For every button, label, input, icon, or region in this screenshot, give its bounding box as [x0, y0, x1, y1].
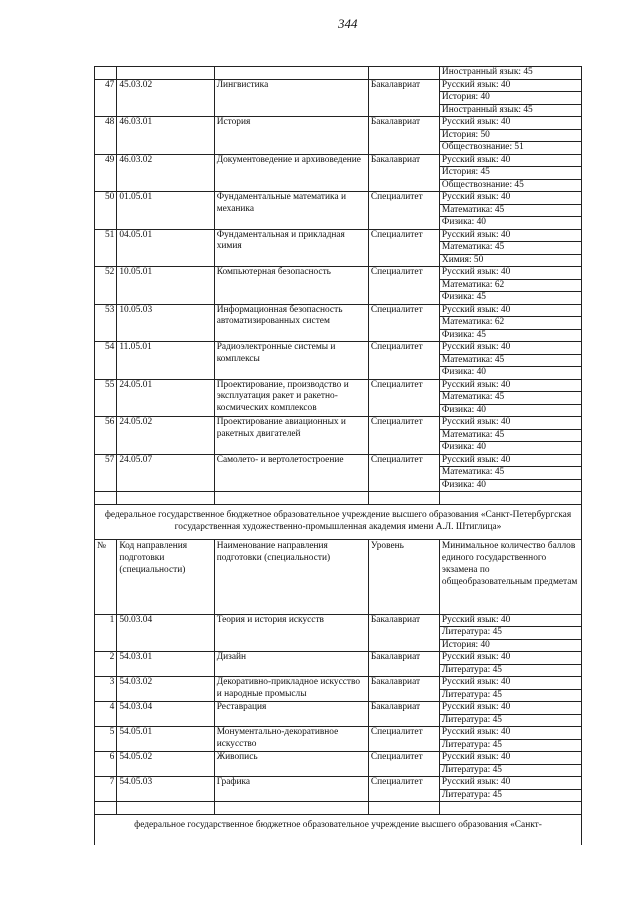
cell-name: Живопись	[214, 752, 368, 777]
cell-code: 54.05.01	[117, 727, 214, 752]
cell-num: 4	[95, 702, 117, 727]
cell-name: Проектирование авиационных и ракетных двигателей	[214, 417, 368, 455]
table-row	[95, 229, 582, 242]
cell-requirement: Физика: 40	[439, 367, 581, 380]
cell-requirement: История: 45	[439, 167, 581, 180]
cell-requirement: Русский язык: 40	[439, 154, 581, 167]
cell-level: Бакалавриат	[368, 652, 439, 677]
cell-num: 2	[95, 652, 117, 677]
cell-name: Монументально-декоративное искусство	[214, 727, 368, 752]
table-row	[95, 79, 582, 92]
cell-requirement: Физика: 40	[439, 442, 581, 455]
cell-num: 56	[95, 417, 117, 455]
cell-code: 54.05.03	[117, 777, 214, 802]
table-header-row	[95, 539, 582, 614]
cell-name: Проектирование, производство и эксплуатация ракет и ракетно-космических комплексов	[214, 379, 368, 417]
cell-requirement: История: 40	[439, 639, 581, 652]
cell-requirement: Русский язык: 40	[439, 342, 581, 355]
cell-requirement: Литература: 45	[439, 627, 581, 640]
table-row	[95, 652, 582, 665]
cell-name: Информационная безопасность автоматизированных систем	[214, 304, 368, 342]
cell-requirement: Русский язык: 40	[439, 777, 581, 790]
cell-level: Бакалавриат	[368, 702, 439, 727]
cell-requirement: Физика: 45	[439, 329, 581, 342]
cell-requirement: Русский язык: 40	[439, 79, 581, 92]
cell-name: Декоративно-прикладное искусство и народные промыслы	[214, 677, 368, 702]
cell-num: 5	[95, 727, 117, 752]
table-row	[95, 752, 582, 765]
cell-num: 6	[95, 752, 117, 777]
cell-num: 54	[95, 342, 117, 380]
cell-num: 3	[95, 677, 117, 702]
cell-requirement: Русский язык: 40	[439, 417, 581, 430]
cell-num: 7	[95, 777, 117, 802]
cell-level: Специалитет	[368, 342, 439, 380]
cell-requirement: Математика: 45	[439, 429, 581, 442]
cell-code: 45.03.02	[117, 79, 214, 117]
cell-empty	[95, 492, 117, 505]
table-row	[95, 702, 582, 715]
cell-requirement: Русский язык: 40	[439, 702, 581, 715]
cell-code: 54.03.02	[117, 677, 214, 702]
cell-num: 47	[95, 79, 117, 117]
cell-requirement: Русский язык: 40	[439, 229, 581, 242]
cell-requirement: Литература: 45	[439, 689, 581, 702]
cell-level: Специалитет	[368, 727, 439, 752]
cell-requirement: Русский язык: 40	[439, 117, 581, 130]
cell-name: Документоведение и архивоведение	[214, 154, 368, 192]
cell-level: Специалитет	[368, 417, 439, 455]
cell-level: Специалитет	[368, 267, 439, 305]
cell-num: 51	[95, 229, 117, 267]
cell-code: 24.05.01	[117, 379, 214, 417]
cell-name: Графика	[214, 777, 368, 802]
cell-level: Бакалавриат	[368, 614, 439, 652]
table-row	[95, 267, 582, 280]
cell-requirement: Иностранный язык: 45	[439, 67, 581, 80]
cell-requirement: История: 40	[439, 92, 581, 105]
cell-requirement: Русский язык: 40	[439, 454, 581, 467]
cell-name: Реставрация	[214, 702, 368, 727]
cell-num	[95, 67, 117, 80]
organization-title-continued: федеральное государственное бюджетное образовательное учреждение высшего образования «Санкт-	[94, 815, 582, 845]
cell-num: 53	[95, 304, 117, 342]
table-row	[95, 67, 582, 80]
cell-name: Дизайн	[214, 652, 368, 677]
cell-empty	[439, 802, 581, 815]
cell-requirement: Русский язык: 40	[439, 192, 581, 205]
document-body	[94, 66, 582, 845]
header-level: Уровень	[368, 539, 439, 614]
table-row	[95, 379, 582, 392]
header-requirement: Минимальное количество баллов единого государственного экзамена по общеобразовательным предметам	[439, 539, 581, 614]
cell-code: 54.03.04	[117, 702, 214, 727]
cell-requirement: Литература: 45	[439, 764, 581, 777]
cell-code: 24.05.07	[117, 454, 214, 492]
cell-level: Специалитет	[368, 304, 439, 342]
cell-empty	[439, 492, 581, 505]
cell-level: Специалитет	[368, 752, 439, 777]
cell-empty	[117, 802, 214, 815]
table-row	[95, 154, 582, 167]
cell-code	[117, 67, 214, 80]
cell-requirement: История: 50	[439, 129, 581, 142]
cell-requirement: Математика: 45	[439, 354, 581, 367]
cell-code: 24.05.02	[117, 417, 214, 455]
cell-requirement: Литература: 45	[439, 789, 581, 802]
cell-requirement: Физика: 40	[439, 217, 581, 230]
cell-requirement: Литература: 45	[439, 714, 581, 727]
cell-empty	[95, 802, 117, 815]
cell-level	[368, 67, 439, 80]
cell-requirement: Литература: 45	[439, 739, 581, 752]
cell-requirement: Русский язык: 40	[439, 652, 581, 665]
cell-name: Радиоэлектронные системы и комплексы	[214, 342, 368, 380]
cell-level: Специалитет	[368, 777, 439, 802]
page-number: 344	[338, 16, 358, 31]
header-name: Наименование направления подготовки (специальности)	[214, 539, 368, 614]
cell-requirement: Русский язык: 40	[439, 614, 581, 627]
cell-requirement: Физика: 40	[439, 404, 581, 417]
cell-num: 57	[95, 454, 117, 492]
cell-requirement: Русский язык: 40	[439, 304, 581, 317]
cell-empty	[368, 802, 439, 815]
cell-requirement: Русский язык: 40	[439, 727, 581, 740]
cell-requirement: Математика: 45	[439, 204, 581, 217]
table-row	[95, 727, 582, 740]
cell-requirement: Математика: 45	[439, 242, 581, 255]
table-block-2	[94, 539, 582, 815]
table-row	[95, 117, 582, 130]
cell-requirement: Литература: 45	[439, 664, 581, 677]
cell-level: Специалитет	[368, 454, 439, 492]
header-num: №	[95, 539, 117, 614]
cell-empty	[117, 492, 214, 505]
cell-num: 50	[95, 192, 117, 230]
cell-requirement: Обществознание: 45	[439, 179, 581, 192]
cell-level: Специалитет	[368, 192, 439, 230]
cell-requirement: Русский язык: 40	[439, 379, 581, 392]
table-row-empty	[95, 492, 582, 505]
cell-requirement: Физика: 40	[439, 479, 581, 492]
table-row	[95, 454, 582, 467]
cell-requirement: Математика: 45	[439, 392, 581, 405]
table-block-1	[94, 66, 582, 505]
cell-num: 49	[95, 154, 117, 192]
cell-requirement: Русский язык: 40	[439, 752, 581, 765]
cell-level: Бакалавриат	[368, 677, 439, 702]
organization-title: федеральное государственное бюджетное образовательное учреждение высшего образования «Санкт-Петербургская государственная художественно-промышленная академия имени А.Л. Штиглица»	[94, 505, 582, 539]
cell-requirement: Физика: 45	[439, 292, 581, 305]
cell-requirement: Математика: 45	[439, 467, 581, 480]
cell-name: Самолето- и вертолетостроение	[214, 454, 368, 492]
cell-code: 04.05.01	[117, 229, 214, 267]
table-row	[95, 192, 582, 205]
cell-name: Компьютерная безопасность	[214, 267, 368, 305]
cell-requirement: Химия: 50	[439, 254, 581, 267]
table-row	[95, 777, 582, 790]
cell-num: 55	[95, 379, 117, 417]
cell-empty	[214, 802, 368, 815]
table-row	[95, 677, 582, 690]
table-row	[95, 614, 582, 627]
cell-code: 54.05.02	[117, 752, 214, 777]
table-row	[95, 417, 582, 430]
cell-requirement: Математика: 62	[439, 279, 581, 292]
cell-level: Специалитет	[368, 229, 439, 267]
cell-requirement: Русский язык: 40	[439, 267, 581, 280]
cell-name: Теория и история искусств	[214, 614, 368, 652]
cell-code: 46.03.02	[117, 154, 214, 192]
cell-level: Бакалавриат	[368, 79, 439, 117]
cell-level: Специалитет	[368, 379, 439, 417]
cell-empty	[368, 492, 439, 505]
cell-empty	[214, 492, 368, 505]
cell-requirement: Иностранный язык: 45	[439, 104, 581, 117]
table-row	[95, 342, 582, 355]
cell-level: Бакалавриат	[368, 154, 439, 192]
cell-requirement: Математика: 62	[439, 317, 581, 330]
header-code: Код направления подготовки (специальности)	[117, 539, 214, 614]
cell-code: 01.05.01	[117, 192, 214, 230]
table-row-empty	[95, 802, 582, 815]
cell-name: Лингвистика	[214, 79, 368, 117]
cell-name	[214, 67, 368, 80]
cell-name: Фундаментальные математика и механика	[214, 192, 368, 230]
table-row	[95, 304, 582, 317]
cell-code: 50.03.04	[117, 614, 214, 652]
cell-code: 54.03.01	[117, 652, 214, 677]
cell-code: 11.05.01	[117, 342, 214, 380]
cell-name: Фундаментальная и прикладная химия	[214, 229, 368, 267]
cell-num: 48	[95, 117, 117, 155]
cell-level: Бакалавриат	[368, 117, 439, 155]
cell-num: 52	[95, 267, 117, 305]
cell-code: 46.03.01	[117, 117, 214, 155]
cell-requirement: Обществознание: 51	[439, 142, 581, 155]
cell-name: История	[214, 117, 368, 155]
cell-code: 10.05.03	[117, 304, 214, 342]
cell-code: 10.05.01	[117, 267, 214, 305]
cell-requirement: Русский язык: 40	[439, 677, 581, 690]
cell-num: 1	[95, 614, 117, 652]
